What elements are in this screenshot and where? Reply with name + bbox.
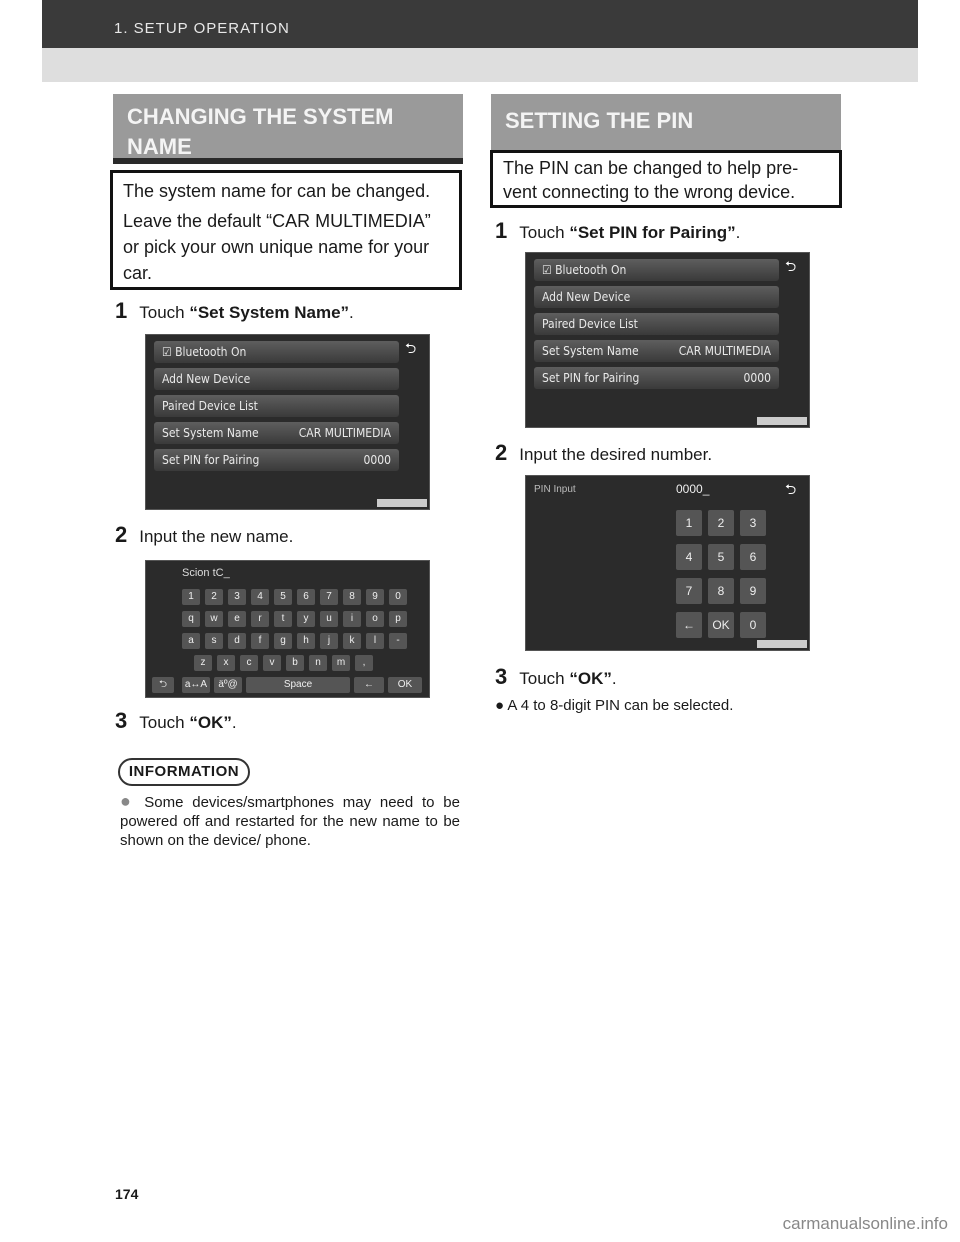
menu-screen-left <box>145 334 430 510</box>
key-row1[interactable]: 3 <box>228 589 246 605</box>
step-target-label: “Set PIN for Pairing” <box>569 223 736 242</box>
page-number: 174 <box>115 1186 139 1202</box>
key-row1[interactable]: 1 <box>182 589 200 605</box>
row-value: 0000 <box>743 371 771 385</box>
row-label: Set PIN for Pairing <box>542 371 640 385</box>
key-row3[interactable]: j <box>320 633 338 649</box>
intro-line2: Leave the default “CAR MULTIMEDIA” or pick your own unique name for your car. <box>123 211 431 283</box>
pin-key[interactable]: 7 <box>676 578 702 604</box>
back-arrow-icon[interactable]: ⮌ <box>152 677 174 693</box>
menu-row-add-device[interactable] <box>154 368 399 390</box>
back-arrow-icon[interactable]: ⮌ <box>405 340 417 356</box>
step-text: Input the desired number. <box>519 445 713 464</box>
note-text: A 4 to 8-digit PIN can be selected. <box>507 697 734 714</box>
step-target-label: “Set System Name” <box>189 303 350 322</box>
menu-row-add-device[interactable] <box>534 286 779 308</box>
section-header-bar <box>42 0 918 48</box>
step-target-label: “OK” <box>189 713 232 732</box>
image-code-tag <box>757 417 807 425</box>
step-number: 3 <box>495 664 508 689</box>
key-row2[interactable]: w <box>205 611 223 627</box>
image-code-tag <box>377 499 427 507</box>
step-number: 1 <box>115 298 128 323</box>
row-label: ☑ Bluetooth On <box>542 263 627 277</box>
bullet-icon: ● <box>495 697 508 714</box>
step-text: Touch <box>519 223 570 242</box>
key-row4[interactable]: m <box>332 655 350 671</box>
intro-box-system-name <box>110 170 462 290</box>
menu-screen-right <box>525 252 810 428</box>
row-label: Set PIN for Pairing <box>162 453 260 467</box>
menu-row-system-name[interactable] <box>534 340 779 362</box>
row-value: CAR MULTIMEDIA <box>298 426 391 440</box>
key-row4[interactable]: n <box>309 655 327 671</box>
step-target-label: “OK” <box>569 669 612 688</box>
key-row4[interactable]: v <box>263 655 281 671</box>
key-row2[interactable]: u <box>320 611 338 627</box>
key-row2[interactable]: q <box>182 611 200 627</box>
footer-watermark: carmanualsonline.info <box>782 1214 948 1233</box>
step-number: 1 <box>495 218 508 243</box>
step-1-right <box>495 218 740 244</box>
step-text-end: . <box>231 713 237 732</box>
row-label: Set System Name <box>162 426 259 440</box>
heading-changing-system-name: CHANGING THE SYSTEM NAME <box>113 94 463 164</box>
key-row4[interactable]: z <box>194 655 212 671</box>
key-row4[interactable]: x <box>217 655 235 671</box>
menu-row-system-name[interactable] <box>154 422 399 444</box>
name-input-field[interactable]: Scion tC_ <box>182 567 230 579</box>
step-2-left <box>115 522 293 548</box>
image-code-tag <box>757 640 807 648</box>
heading-setting-pin: SETTING THE PIN <box>491 94 841 164</box>
pin-key[interactable]: 0 <box>740 612 766 638</box>
row-value: CAR MULTIMEDIA <box>678 344 771 358</box>
case-toggle-key[interactable]: a↔A <box>182 677 210 693</box>
key-row2[interactable]: y <box>297 611 315 627</box>
pin-input-screen <box>525 475 810 651</box>
delete-key[interactable]: ← <box>354 677 384 693</box>
pin-key[interactable]: OK <box>708 612 734 638</box>
step-2-right <box>495 440 712 466</box>
key-row4[interactable]: , <box>355 655 373 671</box>
row-label: ☑ Bluetooth On <box>162 345 247 359</box>
step-text-end: . <box>349 303 354 322</box>
section-subheader-bar <box>42 48 918 82</box>
information-badge: INFORMATION <box>118 758 250 786</box>
key-row3[interactable]: h <box>297 633 315 649</box>
row-label: Add New Device <box>162 372 251 386</box>
space-key[interactable]: Space <box>246 677 350 693</box>
key-row1[interactable]: 6 <box>297 589 315 605</box>
back-arrow-icon[interactable]: ⮌ <box>785 258 797 274</box>
step-number: 3 <box>115 708 128 733</box>
key-row2[interactable]: o <box>366 611 384 627</box>
step-text: Touch <box>519 669 570 688</box>
pin-key[interactable]: 8 <box>708 578 734 604</box>
key-row1[interactable]: 0 <box>389 589 407 605</box>
key-row4[interactable]: b <box>286 655 304 671</box>
key-row1[interactable]: 2 <box>205 589 223 605</box>
pin-key[interactable]: 5 <box>708 544 734 570</box>
step-number: 2 <box>495 440 508 465</box>
step-text-end: . <box>611 669 617 688</box>
menu-row-bluetooth[interactable] <box>534 259 779 281</box>
pin-key[interactable]: 6 <box>740 544 766 570</box>
row-value: 0000 <box>363 453 391 467</box>
symbols-key[interactable]: äº@ <box>214 677 242 693</box>
pin-key[interactable]: 2 <box>708 510 734 536</box>
key-row1[interactable]: 8 <box>343 589 361 605</box>
key-row2[interactable]: e <box>228 611 246 627</box>
key-row4[interactable]: c <box>240 655 258 671</box>
back-arrow-icon[interactable]: ⮌ <box>785 481 797 497</box>
step-number: 2 <box>115 522 128 547</box>
information-text <box>120 792 460 850</box>
key-row1[interactable]: 4 <box>251 589 269 605</box>
step-text: Touch <box>139 713 190 732</box>
pin-key[interactable]: 4 <box>676 544 702 570</box>
note-pin-length <box>495 696 733 716</box>
key-row2[interactable]: t <box>274 611 292 627</box>
key-row3[interactable]: a <box>182 633 200 649</box>
info-body: Some devices/smartphones may need to be powered off and restarted for the new name to be shown on the device/ phone. <box>120 794 460 849</box>
row-label: Paired Device List <box>542 317 638 331</box>
row-label: Paired Device List <box>162 399 258 413</box>
key-row2[interactable]: i <box>343 611 361 627</box>
pin-key[interactable]: 1 <box>676 510 702 536</box>
bullet-icon: ● <box>120 791 136 811</box>
key-row3[interactable]: d <box>228 633 246 649</box>
key-row1[interactable]: 5 <box>274 589 292 605</box>
ok-key[interactable]: OK <box>388 677 422 693</box>
pin-key[interactable]: 9 <box>740 578 766 604</box>
key-row2[interactable]: p <box>389 611 407 627</box>
pin-input-label: PIN Input <box>534 484 576 495</box>
intro-line1: The system name for can be changed. <box>123 181 431 201</box>
key-row1[interactable]: 9 <box>366 589 384 605</box>
step-text: Input the new name. <box>139 527 294 546</box>
row-label: Set System Name <box>542 344 639 358</box>
menu-row-bluetooth[interactable] <box>154 341 399 363</box>
key-row3[interactable]: k <box>343 633 361 649</box>
key-row3[interactable]: f <box>251 633 269 649</box>
pin-input-field[interactable]: 0000_ <box>676 482 710 496</box>
pin-key[interactable]: ← <box>676 612 702 638</box>
step-3-left <box>115 708 237 734</box>
step-text: Touch <box>139 303 190 322</box>
section-title: 1. SETUP OPERATION <box>114 20 290 37</box>
keyboard-screen <box>145 560 430 698</box>
step-1-left <box>115 298 354 324</box>
key-row3[interactable]: s <box>205 633 223 649</box>
key-row2[interactable]: r <box>251 611 269 627</box>
menu-row-paired-list[interactable] <box>534 313 779 335</box>
intro-box-pin: The PIN can be changed to help pre- vent connecting to the wrong device. <box>490 150 842 208</box>
step-text-end: . <box>735 223 741 242</box>
key-row1[interactable]: 7 <box>320 589 338 605</box>
key-row3[interactable]: g <box>274 633 292 649</box>
step-3-right <box>495 664 617 690</box>
key-row3[interactable]: l <box>366 633 384 649</box>
menu-row-set-pin[interactable] <box>154 449 399 471</box>
pin-key[interactable]: 3 <box>740 510 766 536</box>
key-row3[interactable]: - <box>389 633 407 649</box>
row-label: Add New Device <box>542 290 631 304</box>
menu-row-paired-list[interactable] <box>154 395 399 417</box>
menu-row-set-pin[interactable] <box>534 367 779 389</box>
